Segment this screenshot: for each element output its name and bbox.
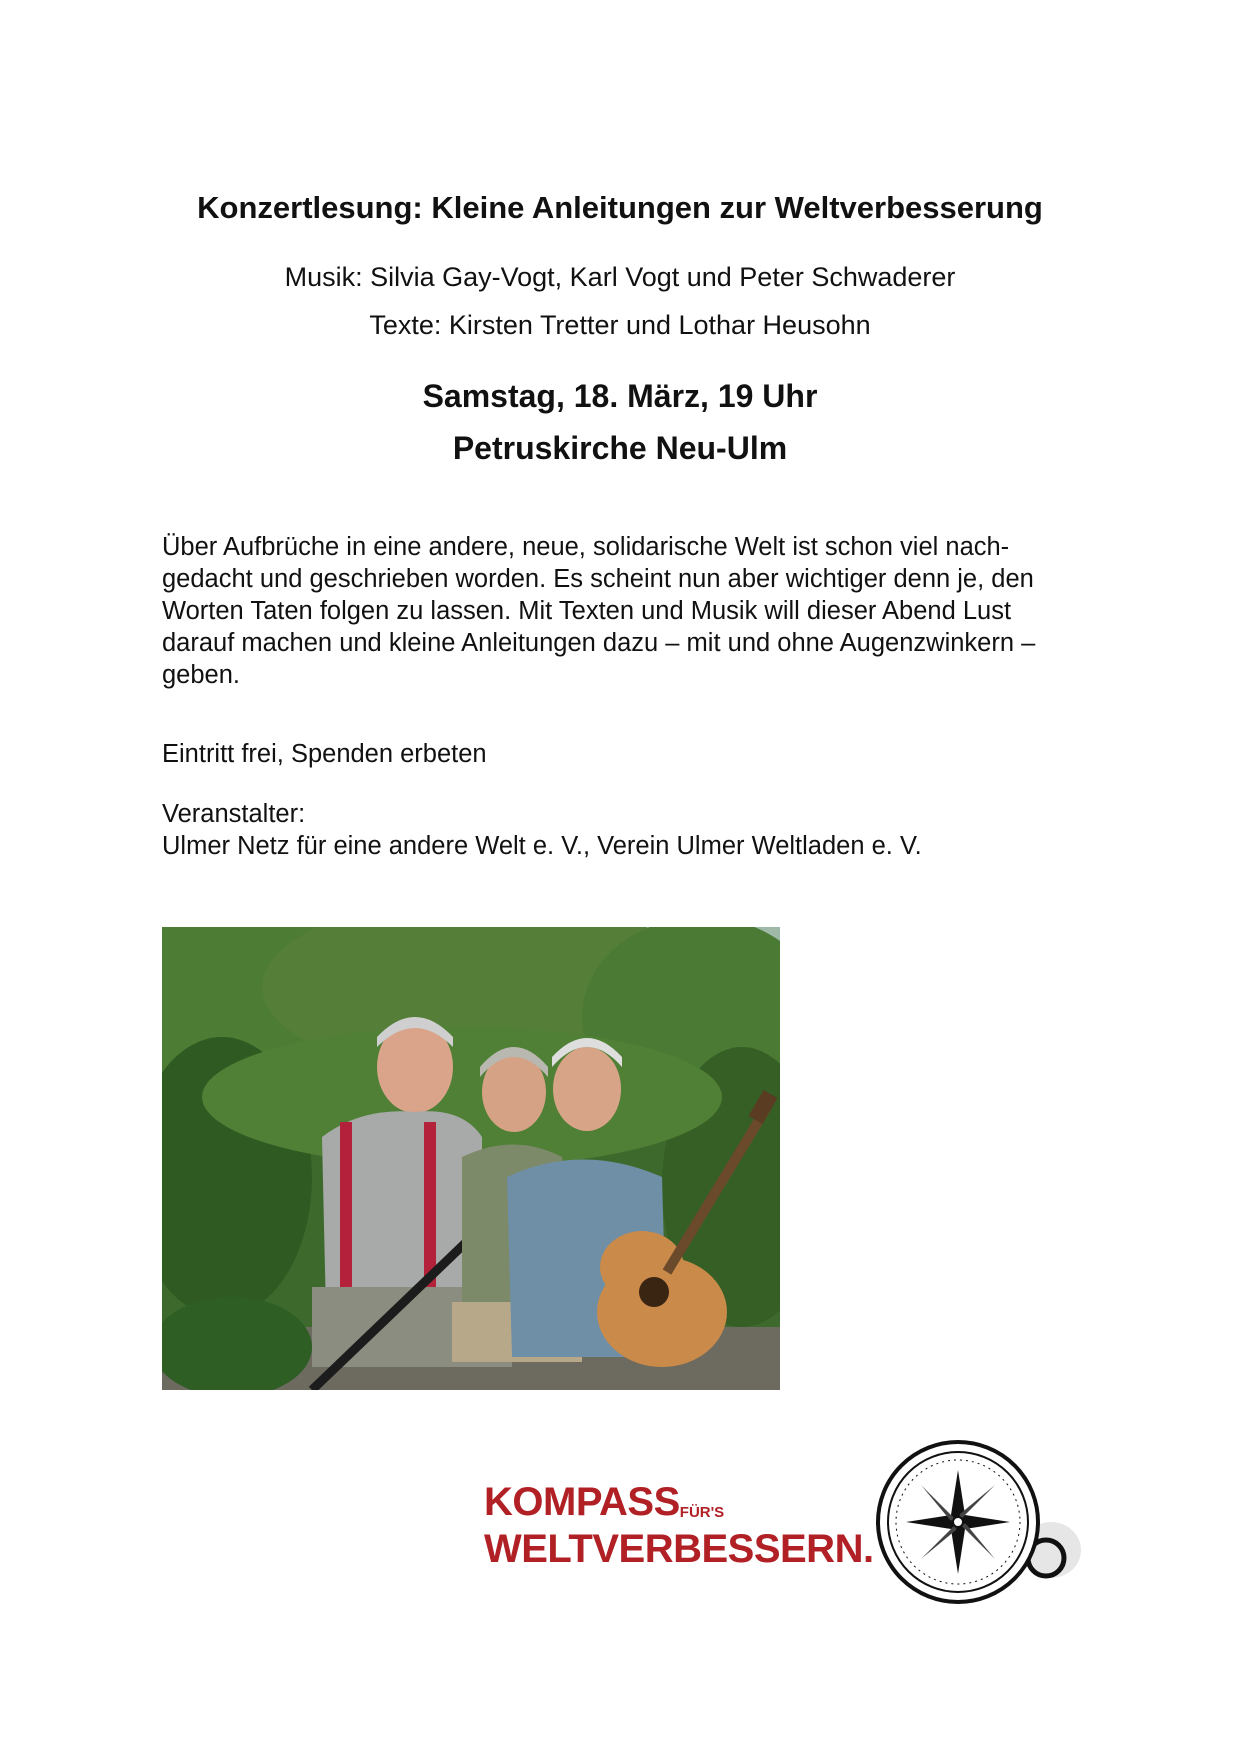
event-date-time: Samstag, 18. März, 19 Uhr — [422, 378, 818, 414]
admission-note: Eintritt frei, Spenden erbeten — [162, 740, 487, 768]
text-credit: Texte: Kirsten Tretter und Lothar Heusohn — [369, 310, 871, 340]
logo-line1: KOMPASS — [484, 1480, 680, 1524]
event-venue: Petruskirche Neu-Ulm — [452, 430, 788, 466]
event-title: Konzertlesung: Kleine Anleitungen zur Weltverbesserung — [197, 190, 1043, 225]
logo-line2: WELTVERBESSERN. — [484, 1527, 874, 1571]
compass-icon — [866, 1440, 1086, 1610]
kompass-logo-text — [484, 1480, 874, 1571]
organizer-label: Veranstalter: — [162, 800, 306, 828]
description-paragraph: Über Aufbrüche in eine andere, neue, solidarische Welt ist schon viel nach-gedacht und geschrieben worden. Es scheint nun aber wichtiger denn je, den Worten Taten folgen zu lassen. Mit Texten und Musik will dieser Abend Lust darauf machen und kleine Anleitungen dazu – mit und ohne Augenzwinkern – geben. — [162, 533, 1036, 689]
logo-small: FÜR'S — [679, 1504, 725, 1521]
musicians-photo — [162, 927, 780, 1390]
music-credit: Musik: Silvia Gay-Vogt, Karl Vogt und Peter Schwaderer — [284, 262, 956, 292]
organizer-names: Ulmer Netz für eine andere Welt e. V., Verein Ulmer Weltladen e. V. — [162, 832, 922, 860]
